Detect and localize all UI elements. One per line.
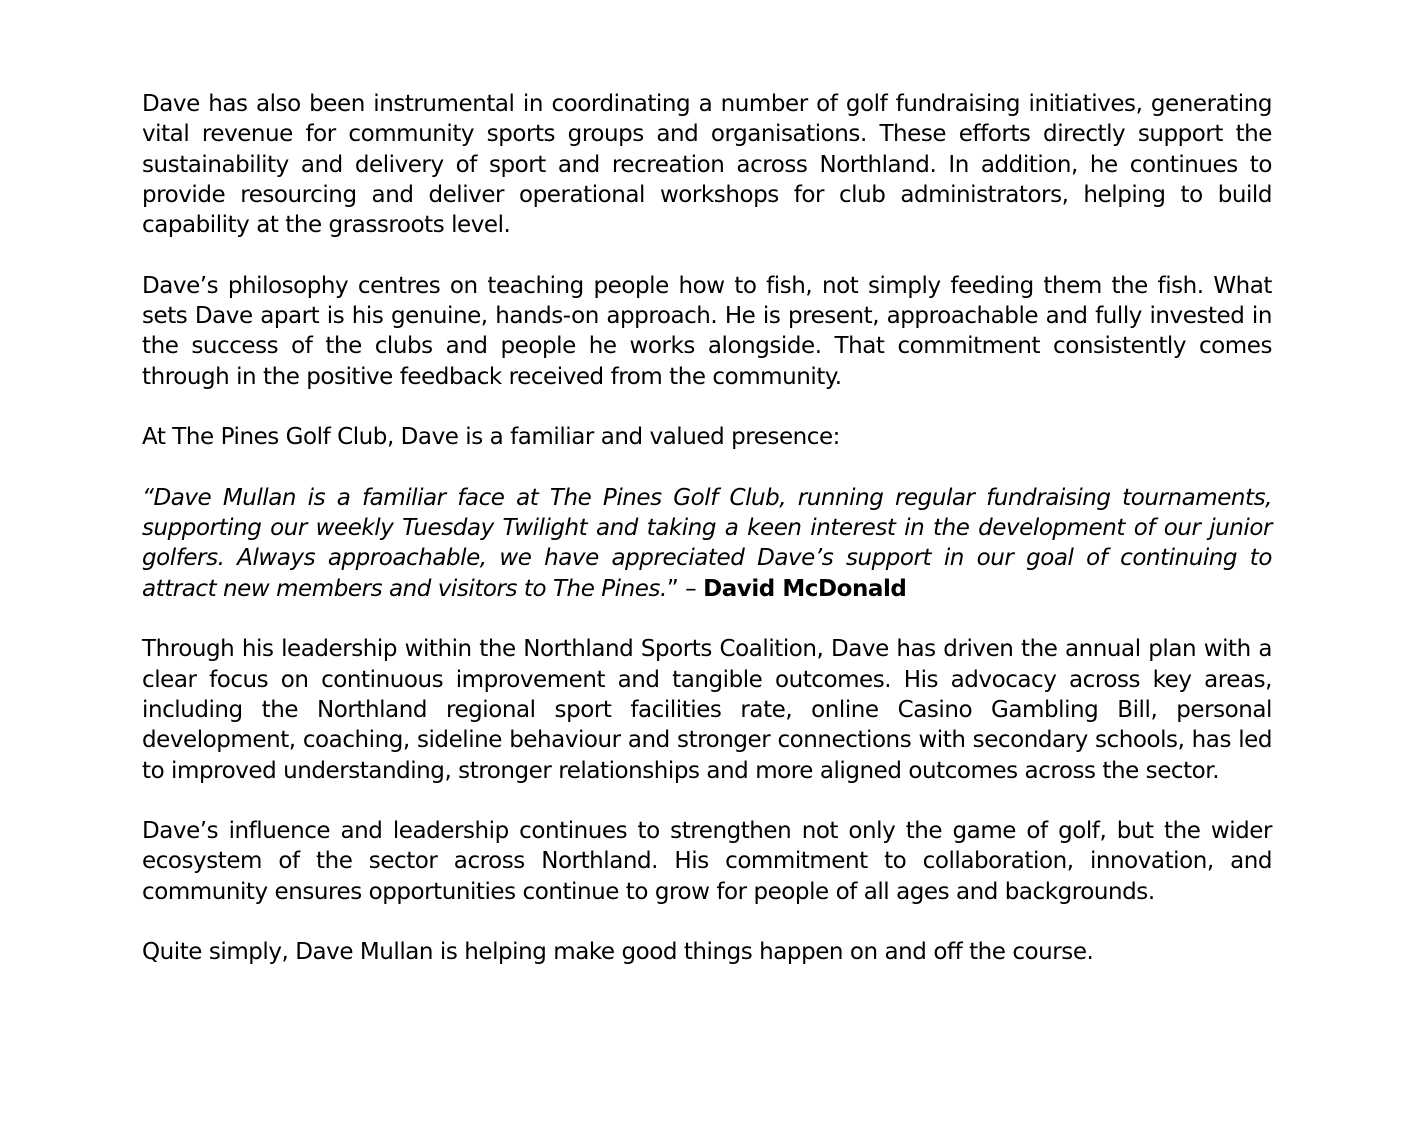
paragraph-philosophy: Dave’s philosophy centres on teaching people how to fish, not simply feeding them the fish. What sets Dave apart is his genuine, hands-on approach. He is present, approachable and fully invested in the success of the clubs and people he works alongside. That commitment consistently comes through in the positive feedback received from the community. xyxy=(142,272,1272,390)
testimonial-quote xyxy=(142,483,1272,604)
paragraph-influence: Dave’s influence and leadership continues to strengthen not only the game of golf, but the wider ecosystem of the sector across Northland. His commitment to collaboration, innovation, and community ensures opportunities continue to grow for people of all ages and backgrounds. xyxy=(142,818,1272,905)
paragraph-fundraising: Dave has also been instrumental in coordinating a number of golf fundraising initiatives, generating vital revenue for community sports groups and organisations. These efforts directly support the sustainability and delivery of sport and recreation across Northland. In addition, he continues to provide resourcing and deliver operational workshops for club administrators, helping to build capability at the grassroots level. xyxy=(142,91,1272,239)
quote-text: “Dave Mullan is a familiar face at The Pines Golf Club, running regular fundraising tournaments, supporting our weekly Tuesday Twilight and taking a keen interest in the development of our junior golfers. Always approachable, we have appreciated Dave’s support in our goal of continuing to attract new members and visitors to The Pines. xyxy=(142,484,1272,602)
paragraph-pines-intro: At The Pines Golf Club, Dave is a familiar and valued presence: xyxy=(142,424,840,451)
document-body xyxy=(142,89,1272,968)
quote-separator: ” – xyxy=(666,575,704,602)
paragraph-conclusion: Quite simply, Dave Mullan is helping make good things happen on and off the course. xyxy=(142,939,1094,966)
quote-author: David McDonald xyxy=(703,575,907,602)
paragraph-leadership: Through his leadership within the Northland Sports Coalition, Dave has driven the annual plan with a clear focus on continuous improvement and tangible outcomes. His advocacy across key areas, including the Northland regional sport facilities rate, online Casino Gambling Bill, personal development, coaching, sideline behaviour and stronger connections with secondary schools, has led to improved understanding, stronger relationships and more aligned outcomes across the sector. xyxy=(142,636,1272,784)
